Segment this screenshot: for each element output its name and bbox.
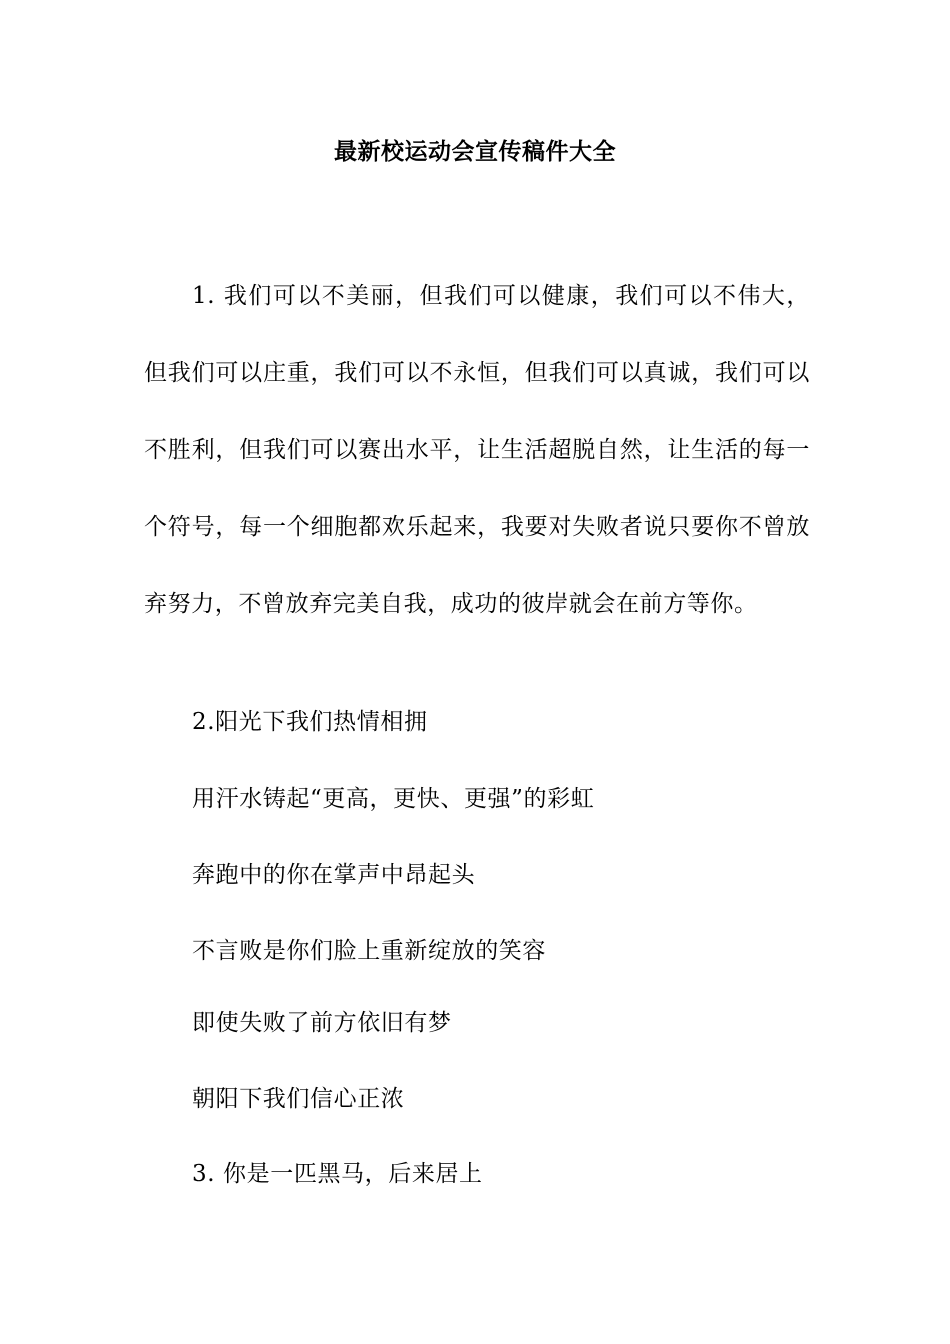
paragraph-3-start: 3. 你是一匹黑马，后来居上 — [192, 1161, 483, 1187]
poem-line: 奔跑中的你在掌声中昂起头 — [192, 862, 476, 888]
poem-line: 即使失败了前方依旧有梦 — [192, 1010, 452, 1036]
poem-line: 用汗水铸起“更高，更快、更强”的彩虹 — [192, 786, 595, 812]
paragraph-1: 1. 我们可以不美丽，但我们可以健康，我们可以不伟大，但我们可以庄重，我们可以不永恒，但我们可以真诚，我们可以不胜利，但我们可以赛出水平，让生活超脱自然，让生活的每一个符号，每一个细胞都欢乐起来，我要对失败者说只要你不曾放弃努力，不曾放弃完美自我，成功的彼岸就会在前方等你。 — [144, 283, 810, 617]
poem-line: 2.阳光下我们热情相拥 — [192, 709, 428, 735]
poem-line: 朝阳下我们信心正浓 — [192, 1086, 405, 1112]
poem-line: 不言败是你们脸上重新绽放的笑容 — [192, 938, 546, 964]
document-title: 最新校运动会宣传稿件大全 — [334, 138, 616, 165]
